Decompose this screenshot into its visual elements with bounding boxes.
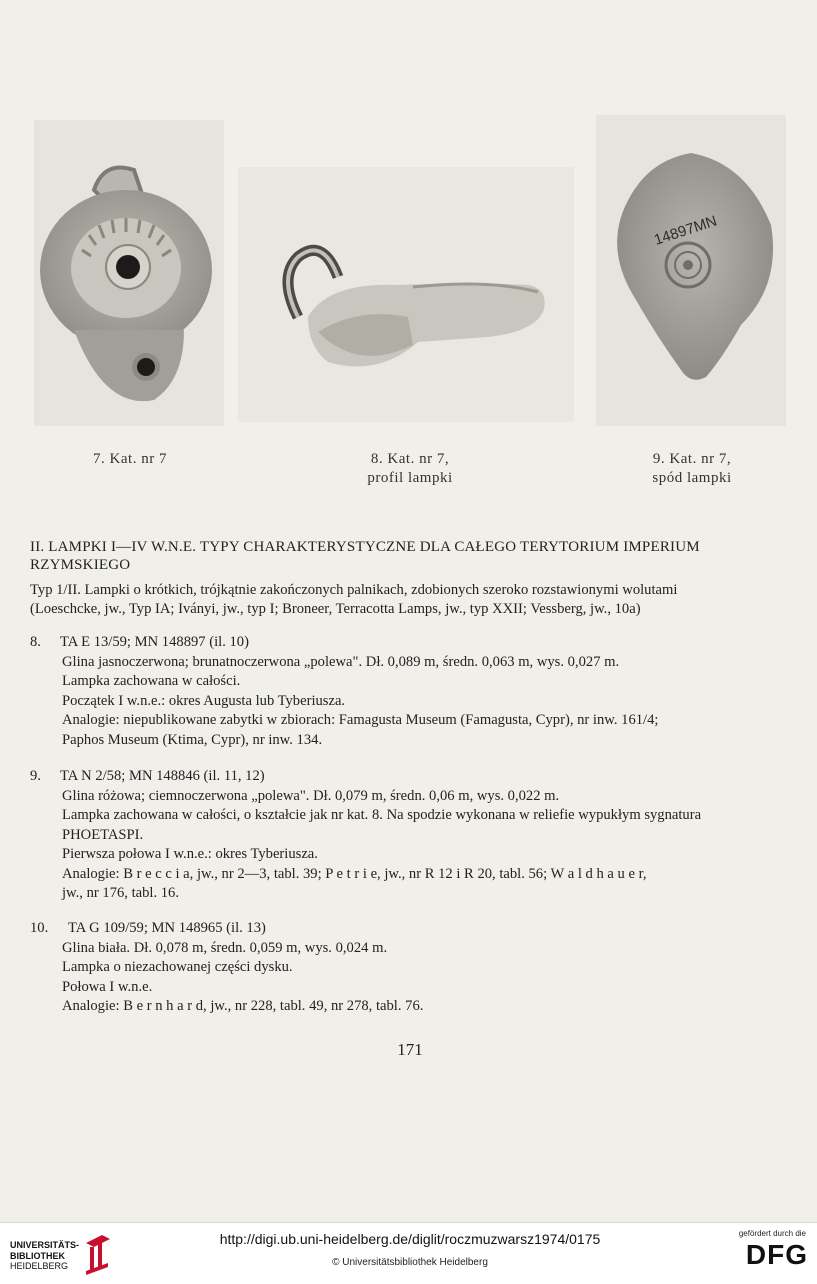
entry-line: Analogie: B e r n h a r d, jw., nr 228, tabl. 49, nr 278, tabl. 76. <box>62 998 424 1015</box>
entry-line: Glina jasnoczerwona; brunatnoczerwona „polewa". Dł. 0,089 m, średn. 0,063 m, wys. 0,027 m. <box>62 654 620 670</box>
figure-caption-9 <box>622 450 762 488</box>
entry-line: PHOETASPI. <box>62 826 144 843</box>
copyright-text: © Universitätsbibliothek Heidelberg <box>332 1257 488 1268</box>
figure-caption-7 <box>60 450 200 469</box>
entry-line: Lampka o niezachowanej części dysku. <box>62 959 293 976</box>
lamp-photo-profile-view <box>238 167 574 422</box>
entry-line: Analogie: niepublikowane zabytki w zbiorach: Famagusta Museum (Famagusta, Cypr), nr inw. 161/4; <box>62 712 659 729</box>
lamp-inscription: 14897MN <box>651 212 720 249</box>
lamp-photo-top-view <box>34 120 224 426</box>
lamp-photo-bottom-view <box>596 115 786 426</box>
catalog-entry-9 <box>30 767 798 907</box>
caption-line: 7. Kat. nr 7 <box>93 451 167 467</box>
type-intro <box>30 581 798 619</box>
catalog-entry-10 <box>30 919 798 1019</box>
entry-reference: TA E 13/59; MN 148897 (il. 10) <box>60 634 249 650</box>
entry-number: 8. <box>30 634 41 650</box>
entry-line: Glina różowa; ciemnoczerwona „polewa". Dł. 0,079 m, średn. 0,06 m, wys. 0,022 m. <box>62 788 560 804</box>
entry-reference: TA N 2/58; MN 148846 (il. 11, 12) <box>60 768 265 784</box>
section-heading <box>30 538 795 574</box>
library-line: HEIDELBERG <box>10 1261 69 1271</box>
funding-note: gefördert durch die <box>738 1229 806 1238</box>
entry-line: Paphos Museum (Ktima, Cypr), nr inw. 134. <box>62 731 323 748</box>
figure-caption-8 <box>340 450 480 488</box>
entry-line: Lampka zachowana w całości. <box>62 673 241 690</box>
caption-line: profil lampki <box>367 470 453 486</box>
entry-line: Analogie: B r e c c i a, jw., nr 2—3, tabl. 39; P e t r i e, jw., nr R 12 i R 20, tabl. 56; W a l d h a u e r, <box>62 865 647 882</box>
caption-line: 9. Kat. nr 7, <box>652 451 732 467</box>
catalog-entry-8 <box>30 633 798 753</box>
entry-line: Pierwsza połowa I w.n.e.: okres Tyberiusza. <box>62 846 318 863</box>
heading-line: II. LAMPKI I—IV W.N.E. TYPY CHARAKTERYSTYCZNE DLA CAŁEGO TERYTORIUM IMPERIUM <box>30 539 700 555</box>
permalink-url[interactable]: http://digi.ub.uni-heidelberg.de/diglit/roczmuzwarsz1974/0175 <box>219 1231 601 1247</box>
dfg-logo: DFG <box>745 1239 808 1270</box>
entry-reference: TA G 109/59; MN 148965 (il. 13) <box>68 920 266 936</box>
entry-number: 9. <box>30 768 41 784</box>
entry-line: jw., nr 176, tabl. 16. <box>62 885 180 902</box>
footer-bar <box>0 1222 817 1284</box>
entry-line: Lampka zachowana w całości, o kształcie jak nr kat. 8. Na spodzie wykonana w reliefie wypukłym sygnatura <box>62 807 702 824</box>
entry-line: Początek I w.n.e.: okres Augusta lub Tyberiusza. <box>62 692 346 709</box>
intro-line: (Loeschcke, jw., Typ IA; Iványi, jw., typ I; Broneer, Terracotta Lamps, jw., typ XXII; Vessberg, jw., 10a) <box>30 601 641 617</box>
entry-body <box>62 787 798 903</box>
entry-line: Glina biała. Dł. 0,078 m, średn. 0,059 m, wys. 0,024 m. <box>62 940 388 956</box>
library-line: UNIVERSITÄTS- <box>10 1240 80 1250</box>
entry-body <box>62 653 798 750</box>
heading-line: RZYMSKIEGO <box>30 557 131 573</box>
library-line: BIBLIOTHEK <box>10 1250 65 1261</box>
page-number: 171 <box>397 1040 423 1059</box>
entry-number: 10. <box>30 920 49 936</box>
library-logo-icon <box>82 1233 114 1280</box>
library-name <box>10 1240 79 1272</box>
caption-line: spód lampki <box>652 470 732 486</box>
entry-line: Połowa I w.n.e. <box>62 978 153 995</box>
intro-line: Typ 1/II. Lampki o krótkich, trójkątnie zakończonych palnikach, zdobionych szeroko rozstawionymi wolutami <box>30 582 678 598</box>
entry-body <box>62 939 798 1017</box>
caption-line: 8. Kat. nr 7, <box>370 451 450 467</box>
